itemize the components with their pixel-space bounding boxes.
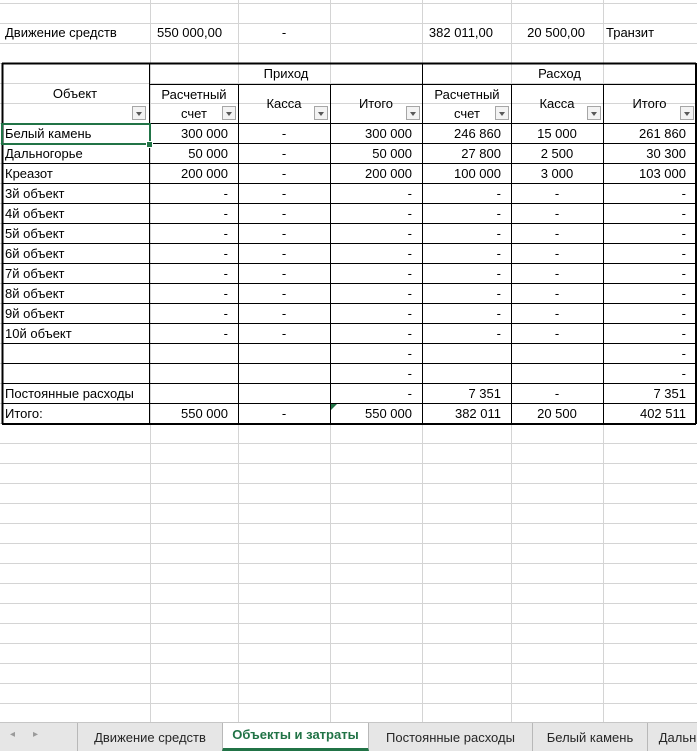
header-rashod-itogo[interactable]: Итого	[632, 96, 667, 111]
prihod-kassa-cell[interactable]: -	[281, 166, 287, 181]
prihod-kassa-cell[interactable]: -	[281, 306, 287, 321]
prihod-schet-cell[interactable]: 300 000	[181, 126, 228, 141]
rashod-itogo-cell[interactable]: -	[681, 186, 686, 201]
prihod-schet-cell[interactable]: -	[223, 206, 228, 221]
rashod-itogo-cell[interactable]: -	[681, 266, 686, 281]
object-cell[interactable]: 3й объект	[5, 186, 65, 201]
rashod-itogo-cell[interactable]: 402 511	[639, 406, 686, 421]
rashod-itogo-cell[interactable]: -	[681, 246, 686, 261]
header-rashod-schet-line2: счет	[454, 106, 480, 121]
filter-dropdown-icon[interactable]	[314, 106, 328, 120]
rashod-kassa-cell[interactable]: -	[554, 226, 560, 241]
tab-dalnogorye[interactable]: Дальн	[647, 723, 697, 751]
prihod-schet-cell[interactable]	[150, 344, 238, 364]
object-cell[interactable]: 4й объект	[5, 206, 65, 221]
rashod-schet-cell[interactable]: -	[496, 306, 501, 321]
prihod-kassa-cell[interactable]: -	[281, 246, 287, 261]
header-prihod-itogo[interactable]: Итого	[358, 96, 394, 111]
filter-dropdown-icon[interactable]	[132, 106, 146, 120]
rashod-schet-cell[interactable]: -	[496, 326, 501, 341]
rashod-schet-cell[interactable]: 27 800	[461, 146, 501, 161]
fill-handle[interactable]	[146, 141, 153, 148]
prihod-schet-cell[interactable]: -	[223, 306, 228, 321]
object-cell[interactable]: 9й объект	[5, 306, 65, 321]
rashod-schet-cell[interactable]: -	[496, 266, 501, 281]
prihod-schet-cell[interactable]: -	[223, 286, 228, 301]
tab-scroll-left-icon[interactable]: ◂	[10, 729, 16, 740]
rashod-kassa-cell[interactable]: -	[554, 246, 560, 261]
filter-dropdown-icon[interactable]	[680, 106, 694, 120]
prihod-kassa-cell[interactable]	[238, 364, 330, 384]
object-cell[interactable]: 6й объект	[5, 246, 65, 261]
rashod-schet-cell[interactable]	[422, 364, 511, 384]
object-cell[interactable]: Итого:	[5, 406, 43, 421]
rashod-itogo-cell[interactable]: 261 860	[639, 126, 686, 141]
rashod-schet-cell[interactable]: -	[496, 226, 501, 241]
prihod-schet-cell[interactable]: -	[223, 266, 228, 281]
header-prihod-kassa[interactable]: Касса	[266, 96, 302, 111]
prihod-schet-cell[interactable]	[150, 384, 238, 404]
rashod-schet-cell[interactable]: 382 011	[454, 406, 501, 421]
rashod-schet-cell[interactable]: 7 351	[468, 386, 501, 401]
rashod-kassa-cell[interactable]: -	[554, 266, 560, 281]
prihod-itogo-cell[interactable]: -	[407, 346, 412, 361]
prihod-itogo-cell[interactable]: -	[407, 286, 412, 301]
rashod-itogo-cell[interactable]: -	[681, 206, 686, 221]
prihod-kassa-cell[interactable]	[238, 344, 330, 364]
prihod-kassa-cell[interactable]	[238, 384, 330, 404]
prihod-itogo-cell[interactable]: -	[407, 326, 412, 341]
rashod-itogo-cell[interactable]: -	[681, 366, 686, 381]
rashod-kassa-cell[interactable]: -	[554, 326, 560, 341]
prihod-itogo-cell[interactable]: 50 000	[372, 146, 412, 161]
rashod-schet-cell[interactable]: -	[496, 206, 501, 221]
prihod-schet-cell[interactable]: -	[223, 246, 228, 261]
prihod-itogo-cell[interactable]: 300 000	[365, 126, 412, 141]
object-cell[interactable]: Белый камень	[5, 126, 92, 141]
tab-belyy-kamen[interactable]: Белый камень	[532, 723, 647, 751]
prihod-kassa-cell[interactable]: -	[281, 406, 287, 421]
rashod-itogo-cell[interactable]: 103 000	[639, 166, 686, 181]
rashod-kassa-cell[interactable]: -	[554, 186, 560, 201]
prihod-schet-cell[interactable]: -	[223, 326, 228, 341]
filter-dropdown-icon[interactable]	[587, 106, 601, 120]
rashod-kassa-cell[interactable]: -	[554, 286, 560, 301]
rashod-kassa-cell[interactable]: -	[554, 206, 560, 221]
summary-prihod-cell[interactable]: 550 000,00	[157, 25, 223, 40]
prihod-kassa-cell[interactable]: -	[281, 146, 287, 161]
header-object[interactable]: Объект	[52, 86, 98, 101]
prihod-kassa-cell[interactable]: -	[281, 126, 287, 141]
rashod-kassa-cell[interactable]: -	[554, 386, 560, 401]
prihod-itogo-cell[interactable]: 550 000	[365, 406, 412, 421]
prihod-schet-cell[interactable]: -	[223, 186, 228, 201]
tab-obekty-i-zatraty[interactable]: Объекты и затраты	[222, 722, 369, 751]
object-cell[interactable]	[2, 364, 150, 384]
prihod-kassa-cell[interactable]: -	[281, 186, 287, 201]
rashod-itogo-cell[interactable]: -	[681, 226, 686, 241]
summary-label-cell[interactable]: Движение средств	[5, 25, 117, 40]
prihod-itogo-cell[interactable]: -	[407, 246, 412, 261]
summary-note-cell[interactable]: Транзит	[606, 25, 655, 40]
object-cell[interactable]: Креазот	[5, 166, 53, 181]
rashod-kassa-cell[interactable]: 20 500	[537, 406, 577, 421]
rashod-kassa-cell[interactable]: 15 000	[537, 126, 577, 141]
prihod-kassa-cell[interactable]: -	[281, 206, 287, 221]
prihod-itogo-cell[interactable]: -	[407, 226, 412, 241]
object-cell[interactable]: Дальногорье	[5, 146, 83, 161]
header-group-rashod[interactable]: Расход	[538, 66, 581, 81]
prihod-kassa-cell[interactable]: -	[281, 326, 287, 341]
filter-dropdown-icon[interactable]	[406, 106, 420, 120]
rashod-kassa-cell[interactable]	[511, 344, 603, 364]
prihod-kassa-cell[interactable]: -	[281, 266, 287, 281]
tab-postoyannye-raskhody[interactable]: Постоянные расходы	[386, 730, 515, 745]
prihod-schet-cell[interactable]: -	[223, 226, 228, 241]
object-cell[interactable]: 7й объект	[5, 266, 65, 281]
prihod-schet-cell[interactable]: 550 000	[181, 406, 228, 421]
header-prihod-schet-line1[interactable]: Расчетный	[161, 87, 227, 102]
prihod-itogo-cell[interactable]: -	[407, 266, 412, 281]
tab-scroll-right-icon[interactable]: ▸	[33, 729, 39, 740]
rashod-kassa-cell[interactable]	[511, 364, 603, 384]
rashod-kassa-cell[interactable]: 3 000	[540, 166, 574, 181]
rashod-schet-cell[interactable]: 100 000	[454, 166, 501, 181]
prihod-schet-cell[interactable]: 50 000	[188, 146, 228, 161]
prihod-itogo-cell[interactable]: -	[407, 386, 412, 401]
prihod-itogo-cell[interactable]: -	[407, 366, 412, 381]
filter-dropdown-icon[interactable]	[222, 106, 236, 120]
rashod-schet-cell[interactable]: -	[496, 286, 501, 301]
comment-indicator-icon	[331, 404, 337, 410]
header-group-prihod[interactable]: Приход	[263, 66, 309, 81]
prihod-schet-cell[interactable]: 200 000	[181, 166, 228, 181]
header-rashod-kassa[interactable]: Касса	[539, 96, 575, 111]
object-cell[interactable]	[2, 344, 150, 364]
object-cell[interactable]: 8й объект	[5, 286, 65, 301]
rashod-schet-cell[interactable]: 246 860	[454, 126, 501, 141]
header-rashod-schet-line1[interactable]: Расчетный	[434, 87, 500, 102]
summary-rashod-schet-cell[interactable]: 382 011,00	[428, 25, 493, 40]
rashod-schet-cell[interactable]: -	[496, 186, 501, 201]
rashod-itogo-cell[interactable]: 30 300	[646, 146, 686, 161]
header-prihod-schet-line2: счет	[181, 106, 207, 121]
prihod-itogo-cell[interactable]: 200 000	[365, 166, 412, 181]
prihod-schet-cell[interactable]	[150, 364, 238, 384]
prihod-itogo-cell[interactable]: -	[407, 206, 412, 221]
rashod-itogo-cell[interactable]: -	[681, 286, 686, 301]
filter-dropdown-icon[interactable]	[495, 106, 509, 120]
rashod-schet-cell[interactable]	[422, 344, 511, 364]
summary-rashod-kassa-cell[interactable]: 20 500,00	[527, 25, 585, 40]
tab-dvizhenie-sredstv[interactable]: Движение средств	[77, 723, 222, 751]
rashod-schet-cell[interactable]: -	[496, 246, 501, 261]
object-cell[interactable]: Постоянные расходы	[5, 386, 134, 401]
sheet-tab-bar	[0, 722, 697, 751]
prihod-itogo-cell[interactable]: -	[407, 186, 412, 201]
prihod-kassa-cell[interactable]: -	[281, 226, 287, 241]
rashod-itogo-cell[interactable]: 7 351	[653, 386, 686, 401]
rashod-itogo-cell[interactable]: -	[681, 326, 686, 341]
prihod-itogo-cell[interactable]: -	[407, 306, 412, 321]
summary-kassa-cell[interactable]: -	[281, 25, 287, 40]
object-cell[interactable]: 10й объект	[5, 326, 72, 341]
prihod-kassa-cell[interactable]: -	[281, 286, 287, 301]
rashod-itogo-cell[interactable]: -	[681, 346, 686, 361]
object-cell[interactable]: 5й объект	[5, 226, 65, 241]
rashod-itogo-cell[interactable]: -	[681, 306, 686, 321]
rashod-kassa-cell[interactable]: -	[554, 306, 560, 321]
rashod-kassa-cell[interactable]: 2 500	[540, 146, 574, 161]
